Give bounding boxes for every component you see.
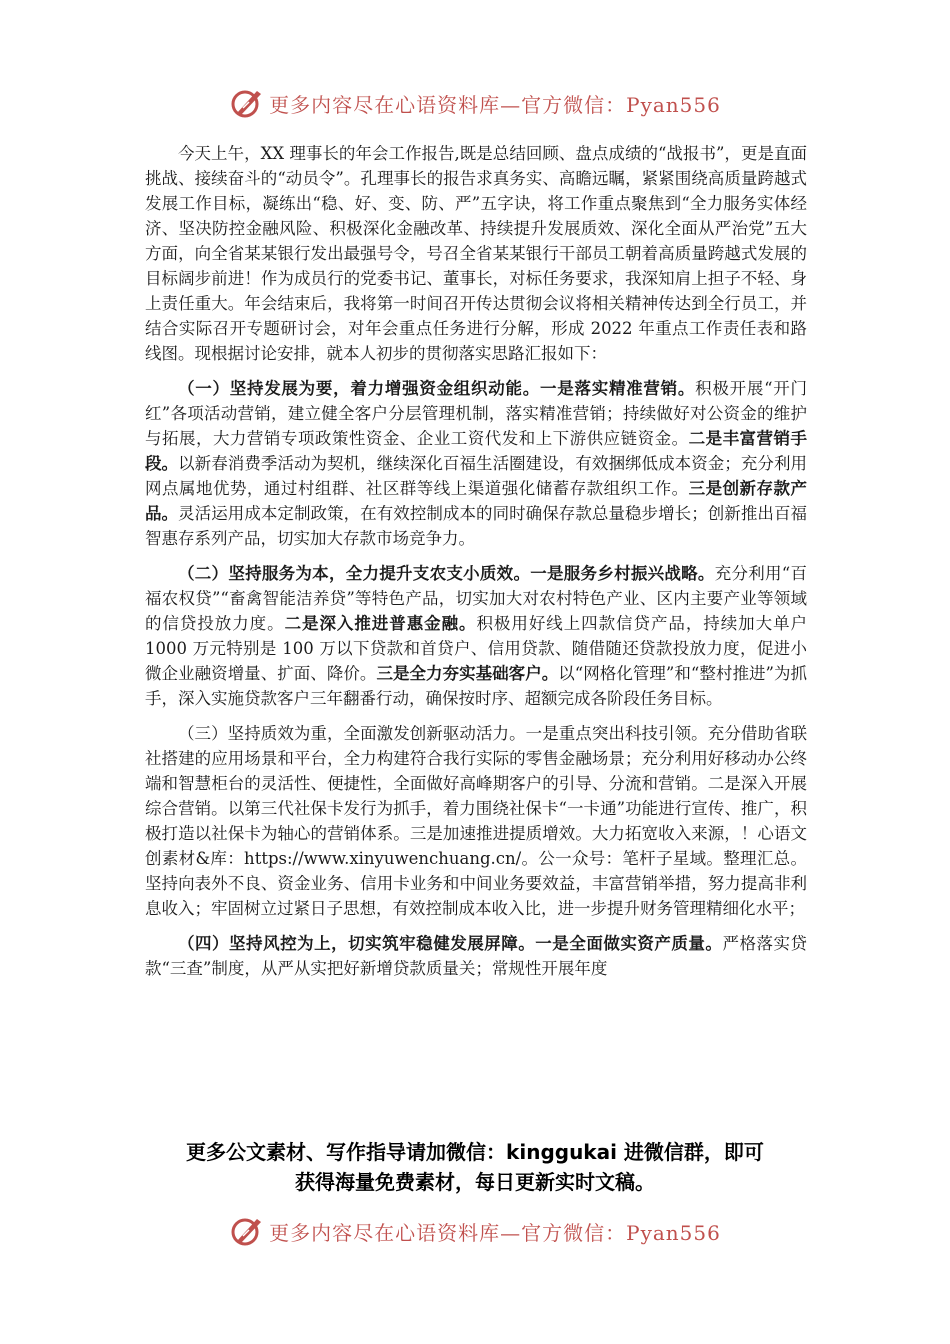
text-run: 充分利用“百福农权贷”“畜禽智能洁养贷”等特色产品，切实加大对农村特色产业、区内主要产业等领域的信贷投放力度。: [145, 564, 807, 633]
document-body: [145, 141, 807, 991]
paragraph-section-2: [145, 561, 807, 711]
text-run-bold: （一）坚持发展为要，着力增强资金组织动能。一是落实精准营销。: [178, 379, 696, 398]
paragraph-section-4: [145, 931, 807, 981]
text-run: 灵活运用成本定制政策，在有效控制成本的同时确保存款总量稳步增长；创新推出百福智惠存系列产品，切实加大存款市场竞争力。: [145, 504, 808, 548]
text-run-bold: 二是丰富营销手段。: [145, 429, 808, 473]
text-run: 积极用好线上四款信贷产品，持续加大单户 1000 万元特别是 100 万以下贷款和首贷户、信用贷款、随借随还贷款投放力度，促进小微企业融资增量、扩面、降价。: [145, 614, 808, 683]
promo-line-2: 获得海量免费素材，每日更新实时文稿。: [295, 1170, 655, 1194]
header-banner: [0, 83, 950, 123]
pen-logo-icon: [229, 1213, 265, 1249]
promo-notice: [100, 1137, 850, 1197]
text-run-bold: 二是深入推进普惠金融。: [284, 614, 477, 633]
promo-line-1: 更多公文素材、写作指导请加微信：kinggukai 进微信群，即可: [186, 1140, 764, 1164]
text-run: 严格落实贷款“三查”制度，从严从实把好新增贷款质量关；常规性开展年度: [145, 934, 808, 978]
paragraph-section-1: [145, 376, 807, 551]
text-run-bold: （二）坚持服务为本，全力提升支农支小质效。一是服务乡村振兴战略。: [178, 564, 715, 583]
text-run-bold: 三是全力夯实基础客户。: [376, 664, 559, 683]
text-run: 以“网格化管理”和“整村推进”为抓手，深入实施贷款客户三年翻番行动，确保按时序、超额完成各阶段任务目标。: [145, 664, 808, 708]
text-run-bold: （四）坚持风控为上，切实筑牢稳健发展屏障。一是全面做实资产质量。: [178, 934, 723, 953]
text-run: 以新春消费季活动为契机，继续深化百福生活圈建设，有效捆绑低成本资金；充分利用网点属地优势，通过村组群、社区群等线上渠道强化储蓄存款组织工作。: [145, 454, 808, 498]
text-run: 今天上午，XX 理事长的年会工作报告,既是总结回顾、盘点成绩的“战报书”，更是直面挑战、接续奋斗的“动员令”。孔理事长的报告求真务实、高瞻远瞩，紧紧围绕高质量跨越式发展工作目标，凝练出“稳、好、变、防、严”五字诀，将工作重点聚焦到“全力服务实体经济、坚决防控金融风险、积极深化金融改革、持续提升发展质效、深化全面从严治党”五大方面，向全省某某银行发出最强号令，号召全省某某银行干部员工朝着高质量跨越式发展的目标阔步前进！作为成员行的党委书记、董事长，对标任务要求，我深知肩上担子不轻、身上责任重大。年会结束后，我将第一时间召开传达贯彻会议将相关精神传达到全行员工，并结合实际召开专题研讨会，对年会重点任务进行分解，形成 2022 年重点工作责任表和路线图。现根据讨论安排，就本人初步的贯彻落实思路汇报如下：: [145, 144, 807, 363]
paragraph-intro: [145, 141, 807, 366]
text-run: 积极开展“开门红”各项活动营销，建立健全客户分层管理机制，落实精准营销；持续做好对公资金的维护与拓展，大力营销专项政策性资金、企业工资代发和上下游供应链资金。: [145, 379, 808, 448]
footer-banner-text: 更多内容尽在心语资料库—官方微信：Pyan556: [269, 1220, 721, 1245]
header-banner-text: 更多内容尽在心语资料库—官方微信：Pyan556: [269, 92, 721, 117]
paragraph-section-3: [145, 721, 807, 921]
footer-banner: [0, 1211, 950, 1251]
pen-logo-icon: [229, 85, 265, 121]
text-run-bold: 三是创新存款产品。: [145, 479, 808, 523]
text-run: （三）坚持质效为重，全面激发创新驱动活力。一是重点突出科技引领。充分借助省联社搭建的应用场景和平台，全力构建符合我行实际的零售金融场景；充分利用好移动办公终端和智慧柜台的灵活性、便捷性，全面做好高峰期客户的引导、分流和营销。二是深入开展综合营销。以第三代社保卡发行为抓手，着力围绕社保卡“一卡通”功能进行宣传、推广，积极打造以社保卡为轴心的营销体系。三是加速推进提质增效。大力拓宽收入来源，！心语文创素材&库：https://www.xinyuwenchuang.cn/。公一众号：笔杆子星域。整理汇总。坚持向表外不良、资金业务、信用卡业务和中间业务要效益，丰富营销举措，努力提高非利息收入；牢固树立过紧日子思想，有效控制成本收入比，进一步提升财务管理精细化水平；: [145, 724, 807, 918]
